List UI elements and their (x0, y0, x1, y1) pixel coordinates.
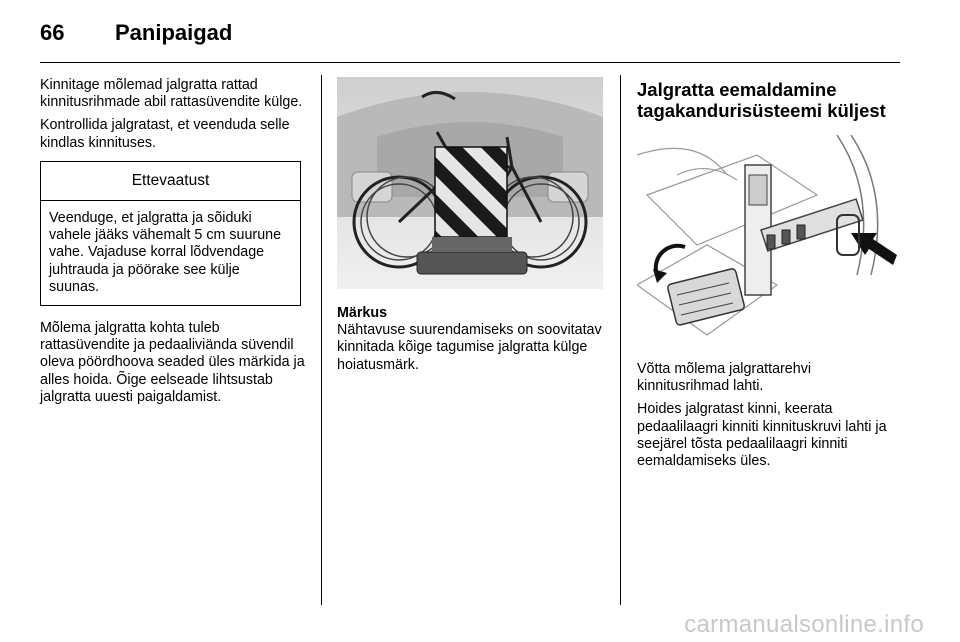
column-divider-2 (620, 75, 621, 605)
page-title: Panipaigad (115, 20, 233, 45)
column-2 (337, 77, 603, 374)
caution-box (40, 161, 301, 306)
note-title: Märkus (337, 305, 388, 321)
column-3 (637, 77, 903, 476)
column-divider-1 (321, 75, 322, 605)
paragraph: Hoides jalgratast kinni, keerata pedaalilaagri kinniti kinnituskruvi lahti ja seejärel tõsta pedaalilaagri kinniti eemaldamiseks üles. (637, 401, 887, 470)
paragraph: Kinnitage mõlemad jalgratta rattad kinnitusrihmade abil rattasüvendite külge. (40, 77, 303, 111)
section-heading: Jalgratta eemaldamine tagakandurisüsteemi küljest (637, 79, 886, 121)
note (337, 305, 603, 374)
note-text: Nähtavuse suurendamiseks on soovitatav kinnitada kõige tagumise jalgratta külge hoiatusmärk. (337, 322, 602, 373)
page-number: 66 (40, 20, 65, 45)
bike-carrier-photo-graphic (337, 77, 603, 289)
bike-carrier-photo (337, 77, 603, 289)
paragraph: Mõlema jalgratta kohta tuleb rattasüvendite ja pedaaliviända süvendil oleva pöördhoova seaded üles märkida ja alles hoida. Õige eelseade lihtsustab jalgratta uuesti paigaldamist. (40, 320, 305, 405)
pedal-clamp-illustration-graphic (637, 135, 903, 345)
watermark: carmanualsonline.info (684, 611, 924, 638)
pedal-clamp-illustration (637, 135, 903, 345)
column-1 (40, 77, 305, 412)
header-rule (40, 62, 900, 63)
paragraph: Võtta mõlema jalgrattarehvi kinnitusrihmad lahti. (637, 361, 812, 395)
caution-text: Veenduge, et jalgratta ja sõiduki vahele jääks vähemalt 5 cm suurune vahe. Vajaduse korral lõdvendage juhtrauda ja pöörake see külje suunas. (49, 210, 282, 295)
paragraph: Kontrollida jalgratast, et veenduda selle kindlas kinnituses. (40, 117, 290, 151)
caution-title: Ettevaatust (41, 162, 300, 201)
